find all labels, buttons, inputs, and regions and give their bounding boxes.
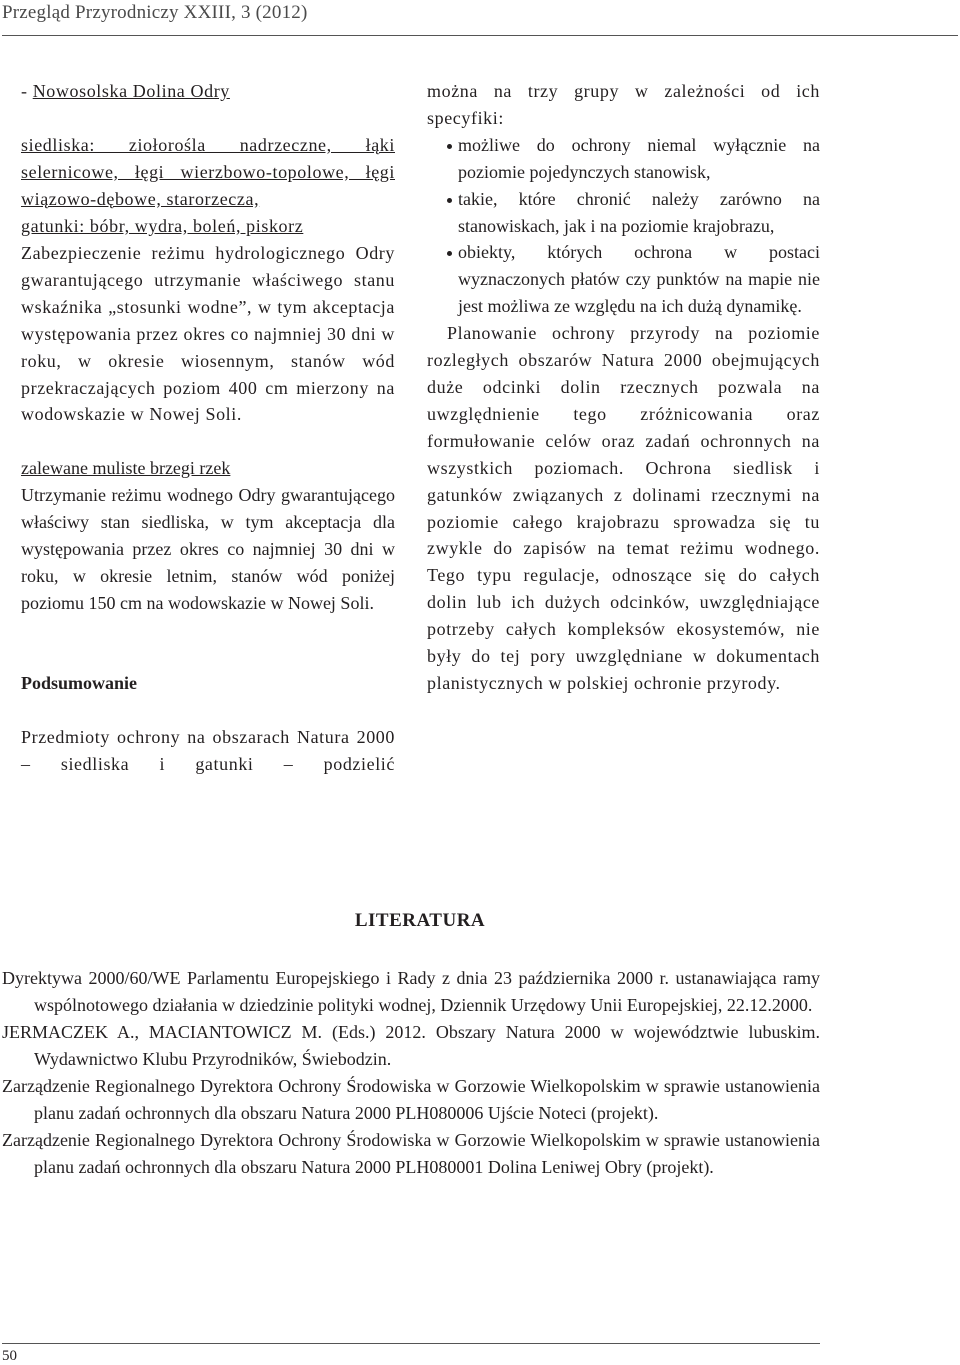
habitat2-title: zalewane muliste brzegi rzek bbox=[21, 458, 231, 478]
intro-text: można na trzy grupy w zależności od ich specyfiki: bbox=[427, 81, 820, 128]
references bbox=[2, 965, 820, 1181]
footer-rule bbox=[2, 1343, 820, 1344]
protection-text-1: Zabezpieczenie reżimu hydrologicznego Odry gwarantującego utrzymanie właściwego stanu wskaźnika „stosunki wodne”, w tym akceptacja występowania przez okres co najmniej 30 dni w roku, w okresie wiosennym, stanów wód przekraczających poziom 400 cm mierzony na wodowskazie w Nowej Soli. bbox=[21, 243, 395, 425]
reference-item: Dyrektywa 2000/60/WE Parlamentu Europejskiego i Rady z dnia 23 października 2000 r. ustanawiająca ramy wspólnotowego działania w dziedzinie polityki wodnej, Dziennik Urzędowy Unii Europejskiej, 22.12.2000. bbox=[2, 968, 820, 1015]
site-prefix: - bbox=[21, 81, 33, 101]
site-line bbox=[21, 78, 395, 105]
protection-text-2: Utrzymanie reżimu wodnego Odry gwarantującego właściwy stan siedliska, w tym akceptacja dla występowania przez okres co najmniej 30 dni w roku, w okresie letnim, stanów wód poniżej poziomu 150 cm na wodowskazie w Nowej Soli. bbox=[21, 485, 395, 613]
habitats-text: siedliska: ziołorośla nadrzeczne, łąki selernicowe, łęgi wierzbowo-topolowe, łęgi wiązowo-dębowe, starorzecza, bbox=[21, 135, 395, 209]
list-item: możliwe do ochrony niemal wyłącznie na poziomie pojedynczych stanowisk, bbox=[427, 132, 820, 186]
reference-item: JERMACZEK A., MACIANTOWICZ M. (Eds.) 2012. Obszary Natura 2000 w województwie lubuskim. Wydawnictwo Klubu Przyrodników, Świebodzin. bbox=[2, 1022, 820, 1069]
header-rule bbox=[2, 35, 958, 36]
list-item: takie, które chronić należy zarówno na stanowiskach, jak i na poziomie krajobrazu, bbox=[427, 186, 820, 240]
page-header bbox=[0, 0, 960, 37]
literature-heading: LITERATURA bbox=[354, 910, 486, 931]
bullet-icon bbox=[447, 144, 452, 149]
summary-text: Przedmioty ochrony na obszarach Natura 2000 – siedliska i gatunki – podzielić bbox=[21, 727, 395, 774]
reference-item: Zarządzenie Regionalnego Dyrektora Ochrony Środowiska w Gorzowie Wielkopolskim w sprawie ustanowienia planu zadań ochronnych dla obszaru Natura 2000 PLH080006 Ujście Noteci (projekt). bbox=[2, 1076, 820, 1123]
reference-item: Zarządzenie Regionalnego Dyrektora Ochrony Środowiska w Gorzowie Wielkopolskim w sprawie ustanowienia planu zadań ochronnych dla obszaru Natura 2000 PLH080001 Dolina Leniwej Obry (projekt). bbox=[2, 1130, 820, 1177]
site-name: Nowosolska Dolina Odry bbox=[32, 81, 230, 101]
journal-title: Przegląd Przyrodniczy XXIII, 3 (2012) bbox=[2, 2, 308, 23]
right-column bbox=[427, 78, 820, 697]
bullet-icon bbox=[447, 198, 452, 203]
species-text: gatunki: bóbr, wydra, boleń, piskorz bbox=[21, 216, 304, 236]
summary-heading: Podsumowanie bbox=[21, 673, 138, 693]
page-number: 50 bbox=[2, 1348, 17, 1364]
bullet-list bbox=[427, 132, 820, 320]
main-paragraph: Planowanie ochrony przyrody na poziomie rozległych obszarów Natura 2000 obejmujących duże odcinki dolin rzecznych pozwala na uwzględnienie tego zróżnicowania oraz formułowanie celów oraz zadań ochronnych na wszystkich poziomach. Ochrona siedlisk i gatunków związanych z dolinami rzecznymi na poziomie całego krajobrazu sprowadza się tu zwykle do zapisów na temat reżimu wodnego. Tego typu regulacje, odnoszące się do całych dolin lub ich dużych odcinków, uwzględniające potrzeby całych kompleksów ekosystemów, nie były do tej pory uwzględniane w dokumentach planistycznych w polskiej ochronie przyrody. bbox=[427, 323, 820, 693]
list-item: obiekty, których ochrona w postaci wyznaczonych płatów czy punktów na mapie nie jest możliwa ze względu na ich dużą dynamikę. bbox=[427, 239, 820, 320]
bullet-icon bbox=[447, 251, 452, 256]
